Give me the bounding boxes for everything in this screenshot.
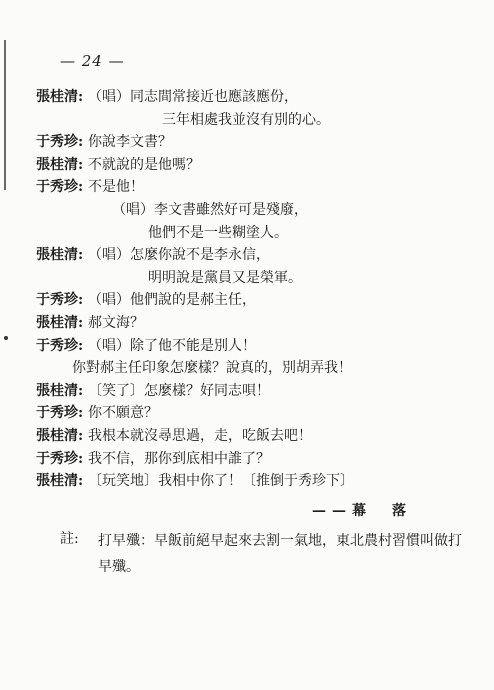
- dialogue-text: 他們不是一些糊塗人。: [148, 224, 288, 241]
- speaker-name: 張桂清:: [36, 89, 84, 105]
- dialogue-text: 我根本就沒尋思過，走，吃飯去吧！: [88, 428, 312, 444]
- dialogue-text: 明明說是黨員又是榮軍。: [148, 269, 302, 286]
- dialogue-text: 郝文海？: [88, 315, 144, 331]
- dialogue-text: （唱）他們說的是郝主任，: [88, 292, 256, 309]
- speaker-name: 于秀珍:: [36, 134, 84, 151]
- dialogue-text: （唱）李文書雖然好可是殘廢，: [112, 202, 308, 218]
- speaker-name: 張桂清:: [36, 473, 84, 490]
- dialogue-text: （唱）怎麼你說不是李永信，: [88, 247, 270, 264]
- footnote-label: 註:: [60, 531, 79, 547]
- dialogue-text: 你對郝主任印象怎麼樣？說真的，別胡弄我！: [72, 360, 352, 377]
- dialogue-text: 你不願意？: [88, 405, 158, 422]
- dialogue-text: （唱）同志間常接近也應該應份，: [88, 89, 298, 105]
- binding-edge-line: [4, 40, 6, 190]
- dialogue-text: 不就說的是他嗎？: [88, 156, 200, 173]
- speaker-name: 張桂清:: [36, 247, 84, 264]
- dialogue-text: 我不信，那你到底相中誰了？: [88, 450, 270, 467]
- dialogue-text: 不是他！: [88, 179, 144, 196]
- dialogue-text: 你說李文書？: [88, 134, 172, 151]
- binding-hole-mark: [4, 336, 8, 340]
- dialogue-text: （唱）除了他不能是別人！: [88, 337, 256, 354]
- dialogue-text: 〔笑了〕怎麼樣？好同志唄！: [88, 382, 270, 399]
- dialogue-text: 三年相處我並沒有別的心。: [162, 111, 330, 128]
- speaker-name: 張桂清:: [36, 315, 84, 331]
- speaker-name: 張桂清:: [36, 428, 84, 444]
- speaker-name: 于秀珍:: [36, 179, 84, 196]
- page-number: — 24 —: [60, 52, 125, 70]
- speaker-name: 張桂清:: [36, 156, 84, 173]
- dialogue-text: 〔玩笑地〕我相中你了！〔推倒于秀珍下〕: [88, 473, 354, 490]
- speaker-name: 于秀珍:: [36, 405, 84, 422]
- speaker-name: 于秀珍:: [36, 337, 84, 354]
- speaker-name: 于秀珍:: [36, 450, 84, 467]
- curtain-fall: ——幕 落: [312, 503, 412, 519]
- speaker-name: 于秀珍:: [36, 292, 84, 309]
- speaker-name: 張桂清:: [36, 382, 84, 399]
- footnote-text: 打早殲：早飯前絕早起來去割一氣地，東北農村習慣叫做打早殲。: [98, 533, 462, 575]
